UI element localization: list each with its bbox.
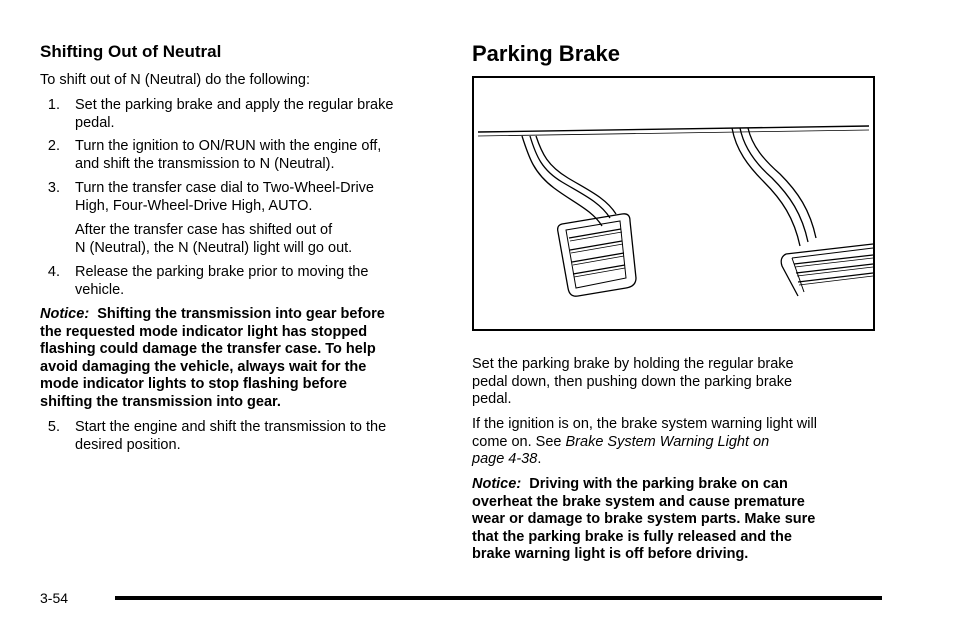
notice-line: overheat the brake system and cause premature <box>472 493 805 510</box>
notice-line: the requested mode indicator light has stopped <box>40 323 368 340</box>
step-number: 4. <box>47 264 60 280</box>
footer-divider <box>115 596 882 600</box>
intro-text: To shift out of N (Neutral) do the following: <box>40 72 310 88</box>
paragraph-line: If the ignition is on, the brake system warning light will <box>472 416 817 432</box>
parking-brake-pedal-illustration-icon <box>474 78 873 329</box>
step-text: vehicle. <box>75 282 125 298</box>
paragraph-line: pedal. <box>472 391 512 407</box>
page-title-parking-brake: Parking Brake <box>472 41 620 66</box>
note-text: N (Neutral), the N (Neutral) light will go out. <box>75 240 353 256</box>
step-text: desired position. <box>75 437 181 453</box>
notice-line: Shifting the transmission into gear before <box>97 306 385 322</box>
step-text: High, Four-Wheel-Drive High, AUTO. <box>75 198 313 214</box>
notice-line: avoid damaging the vehicle, always wait for the <box>40 358 367 375</box>
notice-label: Notice: <box>472 476 522 492</box>
paragraph-line: Set the parking brake by holding the regular brake <box>472 356 794 372</box>
paragraph-set-parking-brake <box>472 356 877 409</box>
note-text: After the transfer case has shifted out of <box>75 222 333 238</box>
paragraph-ignition-warning <box>472 416 877 469</box>
paragraph-line: pedal down, then pushing down the parking brake <box>472 373 793 390</box>
notice-line: that the parking brake is fully released and the <box>472 528 792 545</box>
step-text: and shift the transmission to N (Neutral). <box>75 156 335 172</box>
step-text: Start the engine and shift the transmission to the <box>75 419 387 435</box>
step-number: 3. <box>47 180 60 196</box>
cross-reference-page[interactable]: page 4-38 <box>472 451 538 467</box>
notice-block <box>40 306 440 411</box>
step-text: Set the parking brake and apply the regular brake <box>75 97 394 113</box>
notice-line: shifting the transmission into gear. <box>40 393 281 410</box>
step-text: Turn the transfer case dial to Two-Wheel-Drive <box>75 180 374 196</box>
notice-line: brake warning light is off before driving. <box>472 546 749 562</box>
step-text: pedal. <box>75 115 115 131</box>
page-number: 3-54 <box>40 590 69 606</box>
step-number: 2. <box>47 138 60 154</box>
notice-line: mode indicator lights to stop flashing before <box>40 376 347 392</box>
notice-line: flashing could damage the transfer case. To help <box>40 341 376 357</box>
paragraph-end: . <box>537 451 542 467</box>
notice-line: Driving with the parking brake on can <box>529 476 788 492</box>
step-number: 5. <box>47 419 60 435</box>
cross-reference-link[interactable]: Brake System Warning Light on <box>565 433 770 450</box>
notice-line: wear or damage to brake system parts. Make sure <box>472 511 816 527</box>
step-text: Release the parking brake prior to moving the <box>75 264 369 280</box>
section-heading-shifting-out-of-neutral: Shifting Out of Neutral <box>40 42 222 61</box>
notice-block-parking-brake <box>472 476 877 564</box>
paragraph-line: come on. See <box>472 433 566 450</box>
step-text: Turn the ignition to ON/RUN with the engine off, <box>75 138 382 154</box>
notice-label: Notice: <box>40 306 90 322</box>
step-number: 1. <box>47 97 60 113</box>
parking-brake-figure <box>472 76 875 331</box>
